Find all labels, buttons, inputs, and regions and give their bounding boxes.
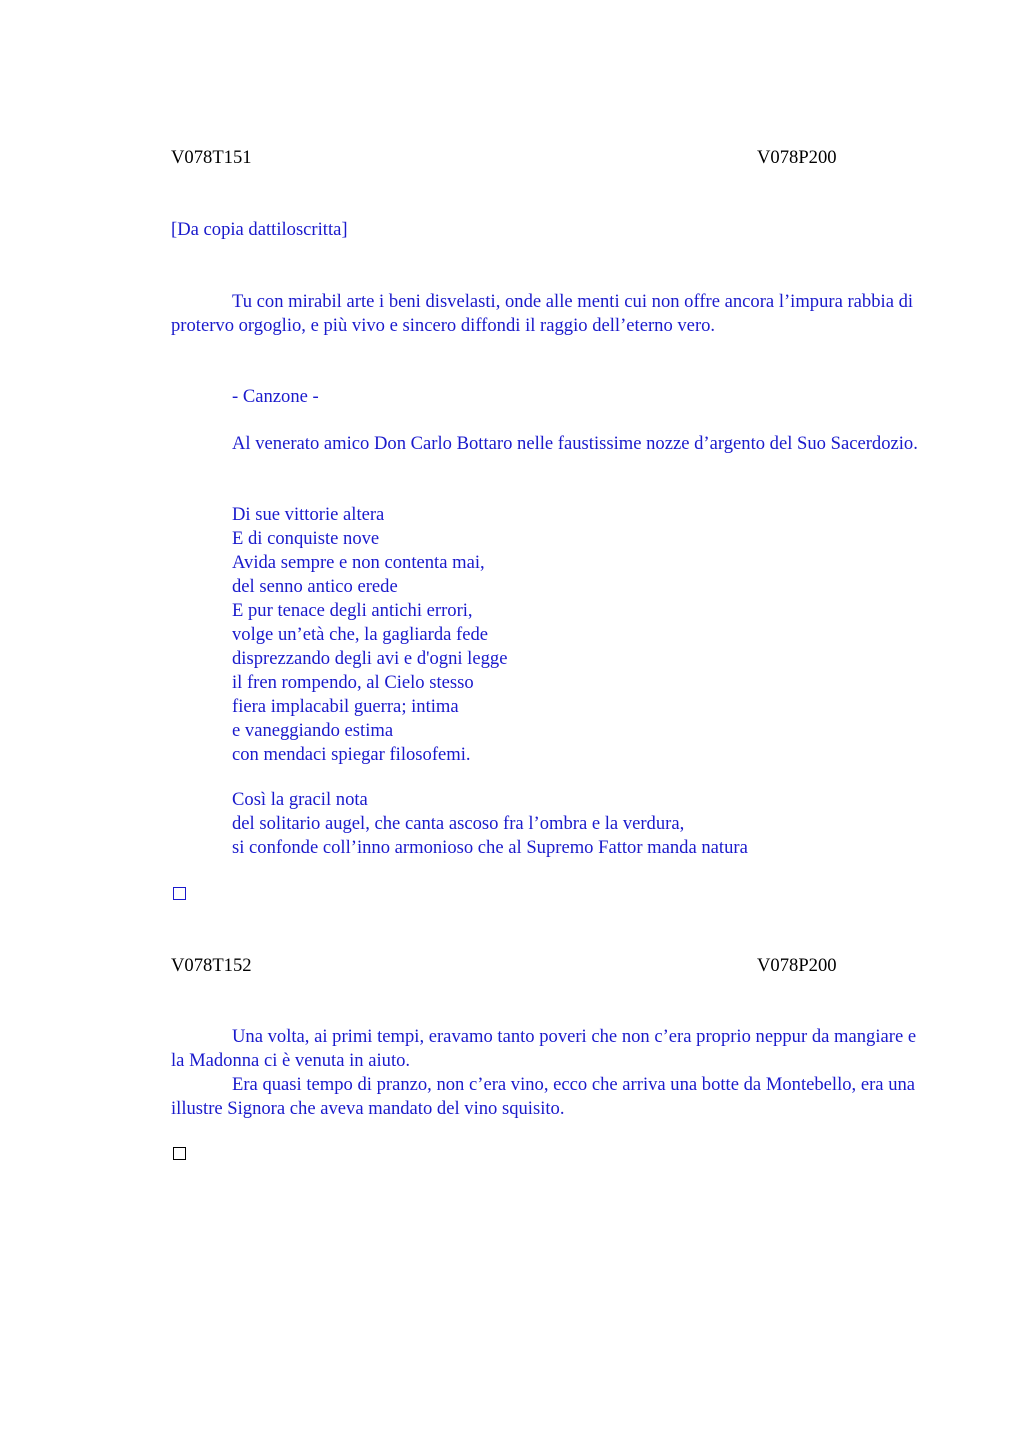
- source-note: [Da copia dattiloscritta]: [171, 219, 348, 240]
- intro-paragraph: Tu con mirabil arte i beni disvelasti, onde alle menti cui non offre ancora l’impura rabbia di protervo orgoglio, e più vivo e sincero diffondi il raggio dell’eterno vero.: [171, 291, 914, 336]
- end-mark-1: [173, 887, 186, 900]
- canzone-title: - Canzone -: [232, 386, 319, 407]
- text-id-2: V078T152: [171, 955, 252, 976]
- verse-line: del solitario augel, che canta ascoso fra l’ombra e la verdura,: [232, 813, 685, 834]
- verse-line: fiera implacabil guerra; intima: [232, 696, 459, 717]
- verse-line: il fren rompendo, al Cielo stesso: [232, 672, 474, 693]
- verse-line: volge un’età che, la gagliarda fede: [232, 624, 489, 645]
- verse-line: disprezzando degli avi e d'ogni legge: [232, 648, 508, 669]
- text-id-1: V078T151: [171, 147, 252, 168]
- stanza-2: [232, 788, 932, 860]
- verse-line: Di sue vittorie altera: [232, 504, 385, 525]
- verse-line: E pur tenace degli antichi errori,: [232, 600, 473, 621]
- paragraph-1: Una volta, ai primi tempi, eravamo tanto poveri che non c’era proprio neppur da mangiare e la Madonna ci è venuta in aiuto.: [171, 1026, 917, 1071]
- verse-line: del senno antico erede: [232, 576, 398, 597]
- stanza-1: [232, 503, 932, 767]
- dedication: Al venerato amico Don Carlo Bottaro nelle faustissime nozze d’argento del Suo Sacerdozio.: [232, 433, 918, 454]
- verse-line: si confonde coll’inno armonioso che al Supremo Fattor manda natura: [232, 837, 748, 858]
- verse-line: E di conquiste nove: [232, 528, 380, 549]
- page-id-2: V078P200: [757, 955, 837, 976]
- end-mark-2: [173, 1147, 186, 1160]
- verse-line: Così la gracil nota: [232, 789, 368, 810]
- verse-line: e vaneggiando estima: [232, 720, 394, 741]
- verse-line: Avida sempre e non contenta mai,: [232, 552, 485, 573]
- paragraph-2: Era quasi tempo di pranzo, non c’era vino, ecco che arriva una botte da Montebello, era una illustre Signora che aveva mandato del vino squisito.: [171, 1074, 916, 1119]
- verse-line: con mendaci spiegar filosofemi.: [232, 744, 471, 765]
- page-id-1: V078P200: [757, 147, 837, 168]
